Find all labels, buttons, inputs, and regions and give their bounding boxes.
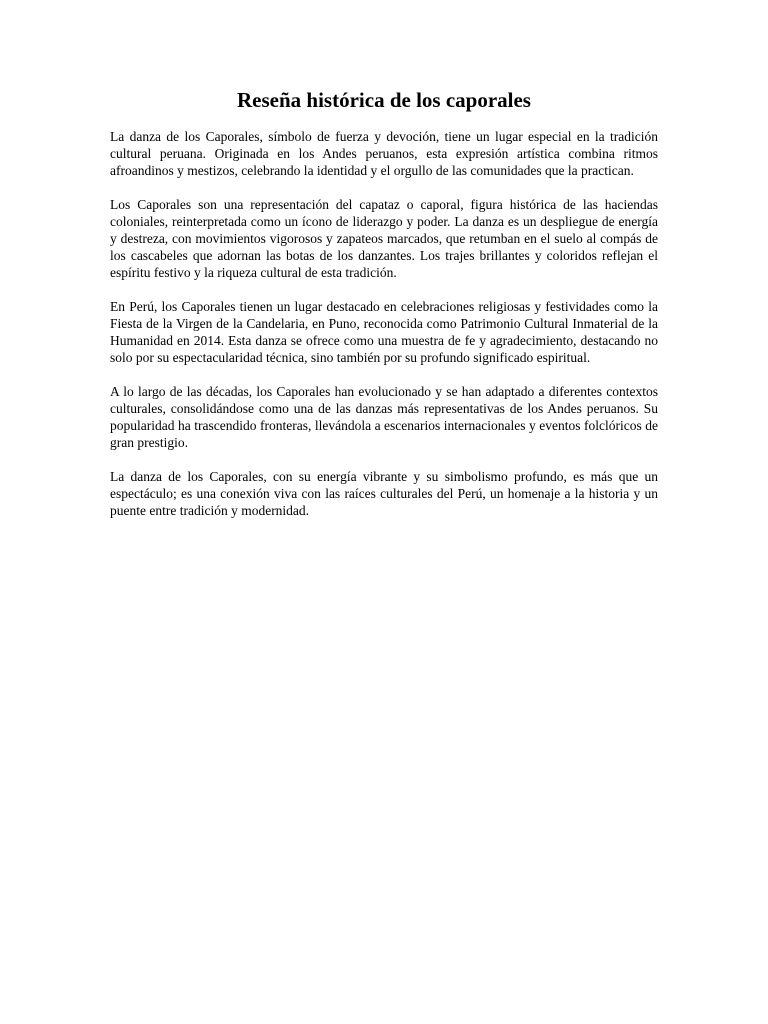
- document-body: [110, 86, 658, 536]
- paragraph-2: Los Caporales son una representación del capataz o caporal, figura histórica de las haciendas coloniales, reinterpretada como un ícono de liderazgo y poder. La danza es un despliegue de energía y destreza, con movimientos vigorosos y zapateos marcados, que retumban en el suelo al compás de los cascabeles que adornan las botas de los danzantes. Los trajes brillantes y coloridos reflejan el espíritu festivo y la riqueza cultural de esta tradición.: [110, 197, 658, 280]
- paragraph-5: La danza de los Caporales, con su energía vibrante y su simbolismo profundo, es más que un espectáculo; es una conexión viva con las raíces culturales del Perú, un homenaje a la historia y un puente entre tradición y modernidad.: [110, 469, 658, 518]
- paragraph-1: La danza de los Caporales, símbolo de fuerza y devoción, tiene un lugar especial en la tradición cultural peruana. Originada en los Andes peruanos, esta expresión artística combina ritmos afroandinos y mestizos, celebrando la identidad y el orgullo de las comunidades que la practican.: [110, 129, 658, 178]
- paragraph-4: A lo largo de las décadas, los Caporales han evolucionado y se han adaptado a diferentes contextos culturales, consolidándose como una de las danzas más representativas de los Andes peruanos. Su popularidad ha trascendido fronteras, llevándola a escenarios internacionales y eventos folclóricos de gran prestigio.: [110, 384, 658, 450]
- document-title: Reseña histórica de los caporales: [237, 88, 531, 112]
- paragraph-3: En Perú, los Caporales tienen un lugar destacado en celebraciones religiosas y festividades como la Fiesta de la Virgen de la Candelaria, en Puno, reconocida como Patrimonio Cultural Inmaterial de la Humanidad en 2014. Esta danza se ofrece como una muestra de fe y agradecimiento, destacando no solo por su espectacularidad técnica, sino también por su profundo significado espiritual.: [110, 299, 658, 365]
